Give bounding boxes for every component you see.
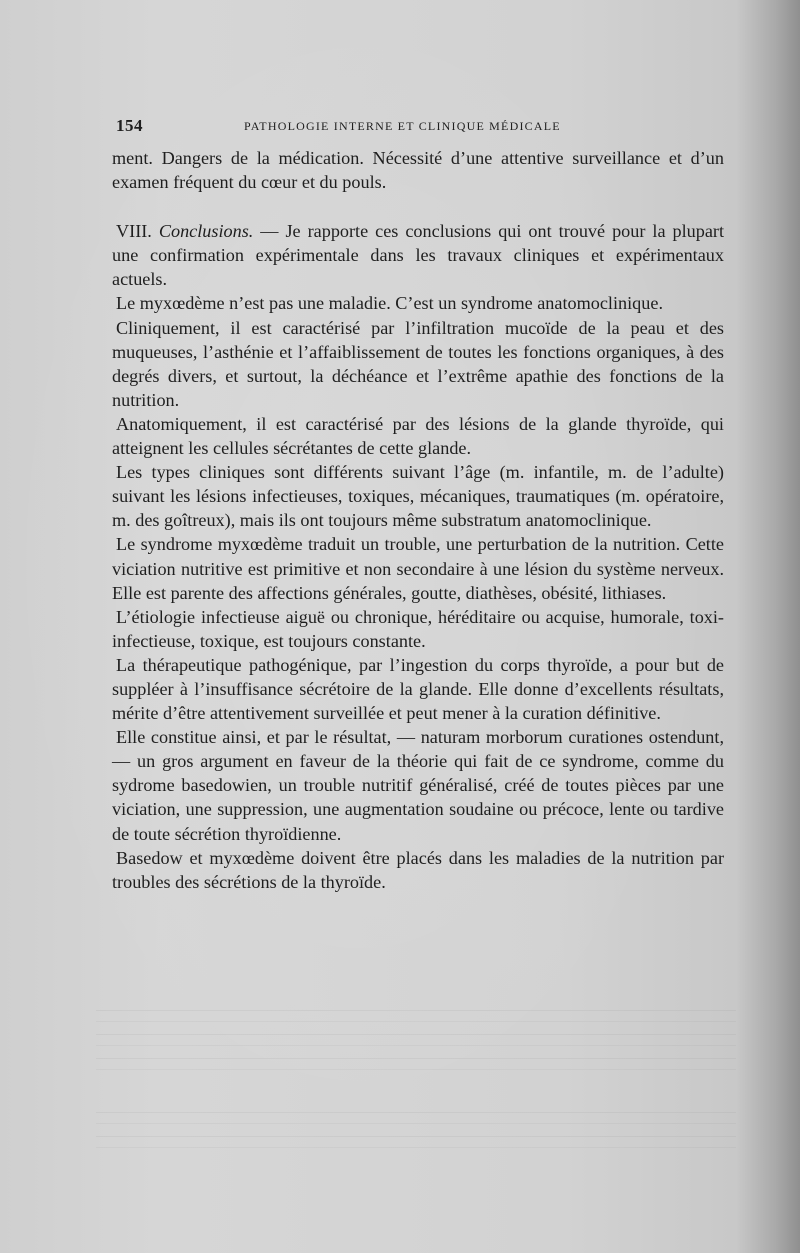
bleed-through-line bbox=[96, 1010, 736, 1022]
page-header bbox=[0, 116, 800, 138]
section-number: VIII. bbox=[116, 221, 152, 242]
paragraph: La thérapeutique pathogénique, par l’ingestion du corps thyroïde, a pour but de suppléer à l’insuffisance sécrétoire de la glande. Elle donne d’excellents résultats, mérite d’être attentivement surveillée et peut mener à la curation définitive. bbox=[112, 654, 724, 724]
section-title: Conclusions. bbox=[158, 221, 254, 242]
bleed-through-line bbox=[96, 1034, 736, 1046]
paragraph: Le syndrome myxœdème traduit un trouble, une perturbation de la nutrition. Cette viciation nutritive est primitive et non secondaire à une lésion du système nerveux. Elle est parente des affections générales, goutte, diathèses, obésité, lithiases. bbox=[112, 534, 724, 603]
paragraph: Basedow et myxœdème doivent être placés dans les maladies de la nutrition par troubles des sécrétions de la thyroïde. bbox=[112, 847, 724, 892]
paragraph: Cliniquement, il est caractérisé par l’infiltration mucoïde de la peau et des muqueuses, l’asthénie et l’affaiblissement de toutes les fonctions organiques, à des degrés divers, et surtout, la déchéance et l’extrême apathie des fonctions de la nutrition. bbox=[112, 317, 724, 410]
paragraph: Le myxœdème n’est pas une maladie. C’est un syndrome anatomoclinique. bbox=[116, 293, 663, 314]
bleed-through-line bbox=[96, 1058, 736, 1070]
body-text bbox=[112, 146, 724, 894]
paragraph: Elle constitue ainsi, et par le résultat, — naturam morborum curationes ostendunt, — un gros argument en faveur de la théorie qui fait de ce syndrome, comme du sydrome basedowien, un trouble nutritif généralisé, créé de toutes pièces par une viciation, une suppression, une augmentation soudaine ou précoce, lente ou tardive de toute sécrétion thyroïdienne. bbox=[112, 727, 724, 844]
bleed-through-line bbox=[96, 1136, 736, 1148]
paragraph: L’étiologie infectieuse aiguë ou chronique, héréditaire ou acquise, humorale, toxi-infectieuse, toxique, est toujours constante. bbox=[112, 606, 724, 651]
paragraph-continuation: ment. Dangers de la médication. Nécessité d’une attentive surveillance et d’un examen fréquent du cœur et du pouls. bbox=[112, 148, 724, 193]
paragraph-conclusions bbox=[112, 219, 724, 291]
paragraph: Les types cliniques sont différents suivant l’âge (m. infantile, m. de l’adulte) suivant les lésions infectieuses, toxiques, mécaniques, traumatiques (m. opératoire, m. des goîtreux), mais ils ont toujours même substratum anatomoclinique. bbox=[112, 462, 724, 531]
paragraph-text: — Je rapporte ces conclusions qui ont trouvé pour la plupart une confirmation expérimentale dans les travaux cliniques et expérimentaux actuels. bbox=[112, 221, 725, 290]
page-number: 154 bbox=[116, 116, 143, 135]
paragraph: Anatomiquement, il est caractérisé par des lésions de la glande thyroïde, qui atteignent les cellules sécrétantes de cette glande. bbox=[112, 413, 724, 459]
bleed-through-line bbox=[96, 1112, 736, 1124]
running-head: PATHOLOGIE INTERNE ET CLINIQUE MÉDICALE bbox=[244, 119, 561, 133]
